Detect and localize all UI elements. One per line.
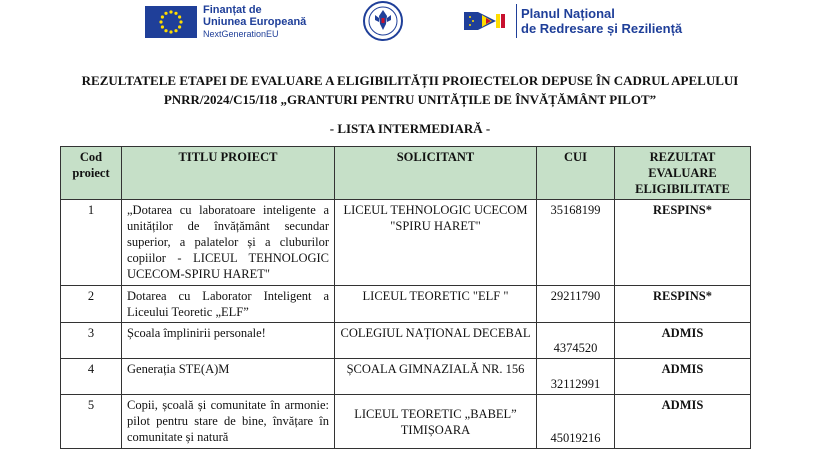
eu-logo-line1: Finanțat de: [203, 4, 262, 16]
row-applicant: ȘCOALA GIMNAZIALĂ NR. 156: [335, 359, 537, 395]
eu-flag-icon: [145, 6, 197, 38]
row-result: RESPINS*: [615, 200, 751, 286]
column-header-applicant: SOLICITANT: [335, 147, 537, 200]
row-project-title: Copii, școală și comunitate în armonie: pilot pentru stare de bine, învățare în comunitate și natură: [122, 395, 335, 449]
row-result: ADMIS: [615, 323, 751, 359]
row-applicant: LICEUL TEORETIC "ELF ": [335, 286, 537, 323]
row-project-title: Școala împlinirii personale!: [122, 323, 335, 359]
column-header-title: TITLU PROIECT: [122, 147, 335, 200]
header-logos: [0, 0, 820, 48]
row-project-title: Generația STE(A)M: [122, 359, 335, 395]
table-row: [61, 395, 751, 449]
pnrr-logo-line1: Planul Național: [521, 6, 615, 21]
column-header-code: Cod proiect: [61, 147, 122, 200]
row-code: 3: [61, 323, 122, 359]
row-cui: 45019216: [537, 395, 615, 449]
column-header-cui: CUI: [537, 147, 615, 200]
table-row: [61, 359, 751, 395]
row-code: 5: [61, 395, 122, 449]
romanian-government-seal-icon: [360, 0, 406, 42]
row-cui: 29211790: [537, 286, 615, 323]
pnrr-logo-line2: de Redresare și Reziliență: [521, 21, 683, 36]
eu-logo-line2: Uniunea Europeană: [203, 16, 307, 28]
table-row: [61, 200, 751, 286]
row-code: 4: [61, 359, 122, 395]
pnrr-divider: [516, 4, 517, 38]
document-title-line1: REZULTATELE ETAPEI DE EVALUARE A ELIGIBILITĂȚII PROIECTELOR DEPUSE ÎN CADRUL APELULUI: [81, 73, 739, 88]
row-result: ADMIS: [615, 395, 751, 449]
row-applicant: LICEUL TEHNOLOGIC UCECOM "SPIRU HARET": [335, 200, 537, 286]
table-header-row: [61, 147, 751, 200]
table-row: [61, 286, 751, 323]
document-subtitle: - LISTA INTERMEDIARĂ -: [329, 121, 491, 136]
row-result: RESPINS*: [615, 286, 751, 323]
table-row: [61, 323, 751, 359]
row-project-title: Dotarea cu Laborator Inteligent a Liceului Teoretic „ELF”: [122, 286, 335, 323]
row-applicant: COLEGIUL NAȚIONAL DECEBAL: [335, 323, 537, 359]
eu-funding-logo: [145, 4, 306, 40]
row-cui: 35168199: [537, 200, 615, 286]
row-cui: 32112991: [537, 359, 615, 395]
pnrr-logo-text: [521, 6, 682, 36]
row-code: 1: [61, 200, 122, 286]
row-cui: 4374520: [537, 323, 615, 359]
eligibility-results-table: [60, 146, 751, 449]
eu-logo-text: [203, 4, 306, 40]
pnrr-logo: [462, 4, 682, 38]
row-applicant: LICEUL TEORETIC „BABEL” TIMIȘOARA: [335, 395, 537, 449]
column-header-result: REZULTAT EVALUARE ELIGIBILITATE: [615, 147, 751, 200]
eu-logo-line3: NextGenerationEU: [203, 29, 279, 39]
row-result: ADMIS: [615, 359, 751, 395]
row-project-title: „Dotarea cu laboratoare inteligente a unităților de învățământ secundar superior, a palatelor și a cluburilor copiilor - LICEUL TEHNOLOGIC UCECOM-SPIRU HARET": [122, 200, 335, 286]
pnrr-mark-icon: [462, 6, 512, 36]
row-code: 2: [61, 286, 122, 323]
document-title-line2: PNRR/2024/C15/I18 „GRANTURI PENTRU UNITĂȚILE DE ÎNVĂȚĂMÂNT PILOT”: [163, 92, 657, 107]
